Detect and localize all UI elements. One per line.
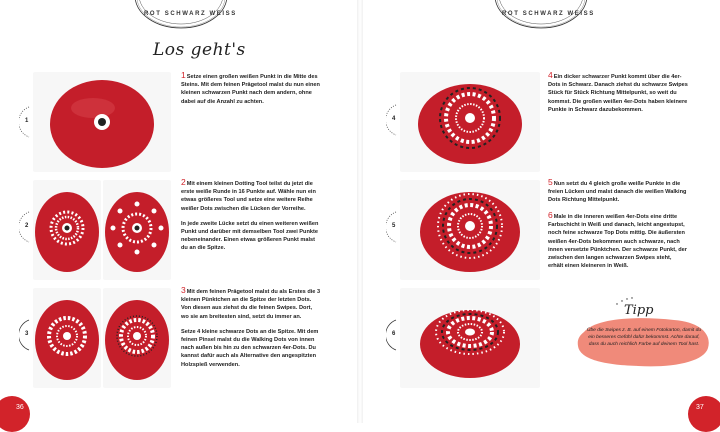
step-6-number: 6 [548, 210, 553, 220]
step-6-text [548, 211, 688, 270]
photo-step-2a [33, 180, 101, 280]
step-marker-2: 2 [25, 223, 29, 229]
step-5-paragraph-1: Nun setzt du 4 gleich große weiße Punkte in die freien Lücken und malst danach die weißen Walking Dots Richtung Mittelpunkt. [548, 181, 687, 204]
step-marker-4: 4 [392, 116, 396, 122]
step-2-paragraph-1: Mit einem kleinen Dotting Tool teilst du jetzt die erste weiße Runde in 16 Punkte auf. Wähle nun ein etwas größeres Tool und setze eine weitere Reihe weißer Dots zwischen die Lücken der Vorreihe. [181, 181, 316, 212]
step-4-paragraph-1: Ein dicker schwarzer Punkt kommt über die 4er-Dots in Schwarz. Danach ziehst du schwarze Swipes Stück für Stück Richtung Mittelpunkt, so weit du kommst. Die großen weißen 4er-Dots haben kleinere Punkte in Schwarz dazubekommen. [548, 74, 688, 113]
step-3-paragraph-1: Mit dem feinen Prägetool malst du als Erstes die 3 kleinen Pünktchen an die Spitze der letzten Dots. Von diesen aus ziehst du die feinen Swipes. Dort, wo sie am breitesten sind, setzt du immer an. [181, 289, 321, 320]
book-gutter [357, 0, 363, 423]
header-label-right: ROT SCHWARZ WEISS [502, 11, 595, 17]
page-title: Los geht's [153, 40, 246, 60]
step-1-number: 1 [181, 70, 186, 80]
step-2-number: 2 [181, 177, 186, 187]
page-number-right: 37 [696, 404, 704, 411]
step-5-number: 5 [548, 177, 553, 187]
photo-step-3a [33, 288, 101, 388]
page-number-badge-left [0, 396, 30, 432]
step-4-text [548, 71, 688, 114]
step-1-paragraph-1: Setze einen großen weißen Punkt in die Mitte des Steins. Mit dem feinen Prägetool malst du nun einen kleinen schwarzen Punkt nach dem andern, ohne dabei auf die Anzahl zu achten. [181, 74, 320, 105]
photo-step-3b [103, 288, 171, 388]
photo-step-1 [33, 72, 171, 172]
step-3-paragraph-2: Setze 4 kleine schwarze Dots an die Spitze. Mit dem feinen Pinsel malst du die Walking Dots von innen nach außen bis hin zu den schwarzen 4er-Dots. Du kannst dafür auch als Alternative den angespitzten Holzspieß verwenden. [181, 328, 319, 368]
step-4-number: 4 [548, 70, 553, 80]
step-marker-5: 5 [392, 223, 396, 229]
photo-step-6 [400, 288, 540, 388]
step-marker-6: 6 [392, 331, 396, 337]
step-marker-1: 1 [25, 118, 29, 124]
step-2-paragraph-2: In jede zweite Lücke setzt du einen weiteren weißen Punkt und darüber mit demselben Tool zwei Punkte nebeneinander. Einen etwas größeren Punkt malst du an die Spitze. [181, 220, 319, 252]
step-3-text [181, 286, 321, 369]
step-6-paragraph-1: Male in die inneren weißen 4er-Dots eine dritte Farbschicht in Weiß und danach, leicht angestupst, noch feine schwarze Top Dots mittig. Die äußersten weißen 4er-Dots bekommen auch schwarze, nach innen versetzte Pünktchen. Der schwarze Punkt, der zwischen den langen schwarzen Swipes steht, erhält einen kleineren in Weiß. [548, 214, 687, 270]
step-5-text [548, 178, 688, 205]
page-number-badge-right [688, 396, 720, 432]
tip-text: Übe die Swipes z. B. auf einem Fotokarton, damit du ein besseres Gefühl dafür bekommst. Achte darauf, dass du auch reichlich Farbe auf deinem Tool hast. [586, 328, 702, 347]
header-label-left: ROT SCHWARZ WEISS [144, 11, 237, 17]
photo-step-5 [400, 180, 540, 280]
step-3-number: 3 [181, 285, 186, 295]
step-marker-3: 3 [25, 331, 29, 337]
page-number-left: 36 [16, 404, 24, 411]
tip-title: Tipp [624, 303, 654, 318]
step-2-text [181, 178, 321, 253]
photo-step-2b [103, 180, 171, 280]
photo-step-4 [400, 72, 540, 172]
step-1-text [181, 71, 321, 106]
